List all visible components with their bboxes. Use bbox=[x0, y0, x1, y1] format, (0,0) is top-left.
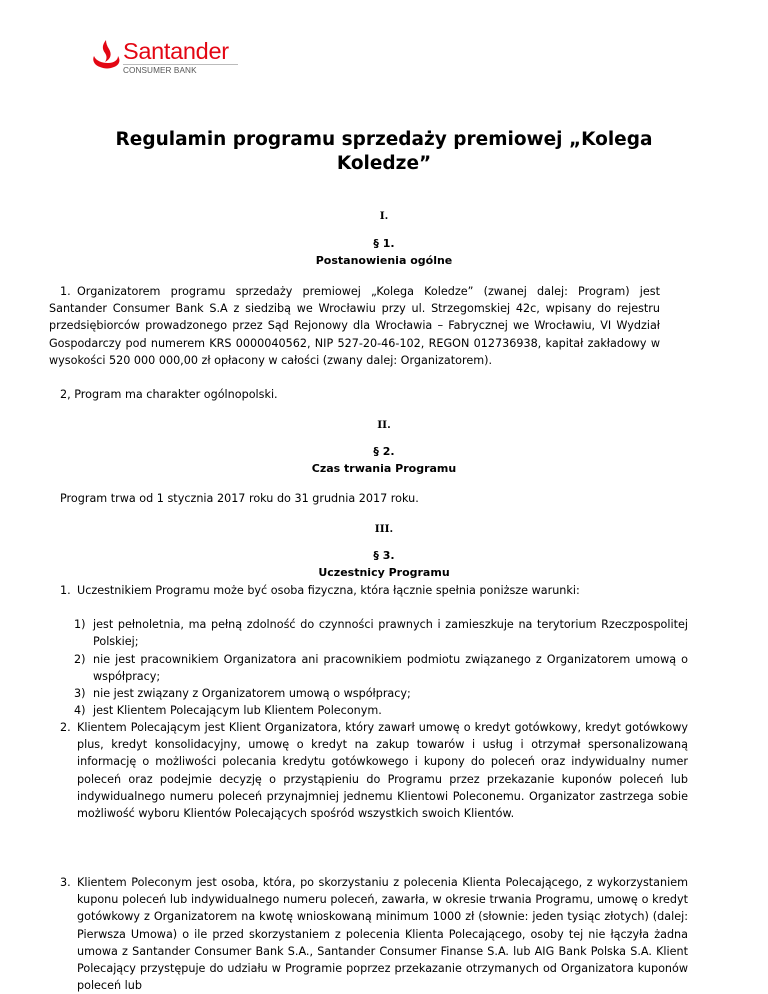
general-item-1-number: 1. bbox=[60, 285, 71, 298]
santander-flame-icon bbox=[92, 40, 120, 70]
general-item-2: 2, Program ma charakter ogólnopolski. bbox=[60, 388, 278, 401]
condition-2: nie jest pracownikiem Organizatora ani pracownikiem podmiotu związanego z Organizatorem umową o współpracy; bbox=[93, 653, 688, 684]
condition-3-number: 3) bbox=[74, 687, 86, 700]
participants-item-1: Uczestnikiem Programu może być osoba fizyczna, która łącznie spełnia poniższe warunki: bbox=[77, 584, 580, 597]
condition-1: jest pełnoletnia, ma pełną zdolność do czynności prawnych i zamieszkuje na terytorium Rzeczpospolitej Polskiej; bbox=[93, 618, 688, 649]
logo-divider bbox=[123, 64, 238, 65]
logo-subtitle: CONSUMER BANK bbox=[123, 66, 197, 75]
participants-item-3-number: 3. bbox=[60, 876, 71, 889]
condition-4-number: 4) bbox=[74, 704, 86, 717]
section-roman-1: I. bbox=[379, 210, 389, 222]
section-roman-2: II. bbox=[377, 419, 391, 431]
duration-text: Program trwa od 1 stycznia 2017 roku do 31 grudnia 2017 roku. bbox=[60, 492, 419, 505]
participants-item-2-number: 2. bbox=[60, 721, 71, 734]
condition-2-number: 2) bbox=[74, 653, 86, 666]
section-heading-3: Uczestnicy Programu bbox=[318, 566, 450, 579]
logo-wordmark: Santander bbox=[123, 38, 229, 64]
section-roman-3: III. bbox=[374, 523, 394, 535]
section-heading-2: Czas trwania Programu bbox=[311, 462, 457, 475]
section-paragraph-1: § 1. bbox=[373, 237, 395, 250]
participants-item-3: Klientem Poleconym jest osoba, która, po skorzystaniu z polecenia Klienta Polecającego, z wykorzystaniem kuponu poleceń lub indywidualnego numeru poleceń, zawarła, w okresie trwania Programu, umowę o kredyt gotówkowy z Organizatorem na kwotę wnioskowaną minimum 1000 zł (słownie: jeden tysiąc złotych) (dalej: Pierwsza Umowa) o ile przed skorzystaniem z polecenia Klienta Polecającego, osoby tej nie łączyła żadna umowa z Santander Consumer Bank S.A., Santander Consumer Finanse S.A. lub AIG Bank Polska S.A. Klient Polecający przystępuje do udziału w Programie poprzez przekazanie otrzymanych od Organizatora kuponów poleceń lub bbox=[77, 876, 688, 993]
section-paragraph-2: § 2. bbox=[373, 445, 395, 458]
section-paragraph-3: § 3. bbox=[373, 549, 395, 562]
condition-1-number: 1) bbox=[74, 618, 86, 631]
title-line-1: Regulamin programu sprzedaży premiowej „Kolega bbox=[115, 129, 653, 150]
santander-logo bbox=[92, 38, 242, 83]
section-heading-1: Postanowienia ogólne bbox=[315, 254, 453, 267]
document-title bbox=[100, 128, 668, 176]
participants-item-2: Klientem Polecającym jest Klient Organizatora, który zawarł umowę o kredyt gotówkowy, kredyt gotówkowy plus, kredyt konsolidacyjny, umowę o kredyt na zakup towarów i usług i otrzymał spersonalizowaną informację o możliwości polecania kredytu gotówkowego i kupony do poleceń oraz indywidualny numer poleceń oraz podejmie decyzję o przystąpieniu do Programu przez przekazanie kuponów poleceń lub indywidualnego numeru poleceń przynajmniej jednemu Klientowi Poleconemu. Organizator zastrzega sobie możliwość wyboru Klientów Polecających spośród wszystkich swoich Klientów. bbox=[77, 721, 688, 821]
condition-4: jest Klientem Polecającym lub Klientem Poleconym. bbox=[93, 704, 382, 717]
condition-3: nie jest związany z Organizatorem umową o współpracy; bbox=[93, 687, 411, 700]
general-item-1: Organizatorem programu sprzedaży premiowej „Kolega Koledze” (zwanej dalej: Program) jest Santander Consumer Bank S.A z siedzibą we Wrocławiu przy ul. Strzegomskiej 42c, wpisany do rejestru przedsiębiorców prowadzonego przez Sąd Rejonowy dla Wrocławia – Fabrycznej we Wrocławiu, VI Wydział Gospodarczy pod numerem KRS 0000040562, NIP 527-20-46-102, REGON 012736938, kapitał zakładowy w wysokości 520 000 000,00 zł opłacony w całości (zwany dalej: Organizatorem). bbox=[49, 285, 660, 367]
participants-item-1-number: 1. bbox=[60, 584, 71, 597]
title-line-2: Koledze” bbox=[336, 153, 432, 174]
